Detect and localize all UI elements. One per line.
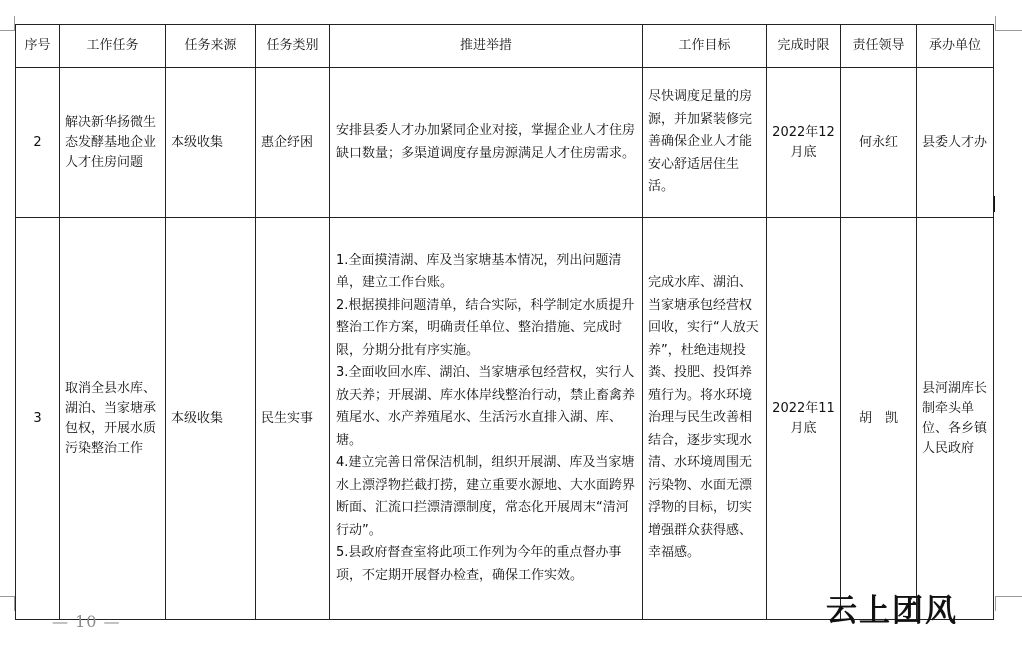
page-corner-mark-top-right (995, 16, 1022, 31)
task-table (15, 24, 994, 620)
cell-no: 3 (16, 218, 60, 620)
page-corner-mark-bottom-right (995, 596, 1022, 611)
cell-goal: 完成水库、湖泊、当家塘承包经营权回收，实行“人放天养”，杜绝违规投粪、投肥、投饵养殖行为。将水环境治理与民生改善相结合，逐步实现水清、水环境周围无污染物、水面无漂浮物的目标，切实增强群众获得感、幸福感。 (643, 218, 767, 620)
cell-measures (330, 218, 643, 620)
cell-deadline: 2022年12月底 (767, 68, 841, 218)
cell-deadline: 2022年11月底 (767, 218, 841, 620)
table-row (16, 218, 994, 620)
header-measures: 推进举措 (330, 25, 643, 68)
cell-leader: 胡 凯 (841, 218, 917, 620)
cell-leader: 何永红 (841, 68, 917, 218)
cell-source: 本级收集 (166, 218, 256, 620)
header-task: 工作任务 (60, 25, 166, 68)
header-source: 任务来源 (166, 25, 256, 68)
cell-goal: 尽快调度足量的房源，并加紧装修完善确保企业人才能安心舒适居住生活。 (643, 68, 767, 218)
measure-item: 5.县政府督查室将此项工作列为今年的重点督办事项，不定期开展督办检查，确保工作实效。 (336, 545, 622, 583)
measure-item: 2.根据摸排问题清单，结合实际，科学制定水质提升整治工作方案，明确责任单位、整治措施、完成时限，分期分批有序实施。 (336, 297, 635, 358)
header-deadline: 完成时限 (767, 25, 841, 68)
header-leader: 责任领导 (841, 25, 917, 68)
table-row (16, 68, 994, 218)
header-goal: 工作目标 (643, 25, 767, 68)
header-no: 序号 (16, 25, 60, 68)
cell-source: 本级收集 (166, 68, 256, 218)
cell-measures (330, 68, 643, 218)
header-category: 任务类别 (256, 25, 330, 68)
cell-category: 惠企纾困 (256, 68, 330, 218)
measure-item: 3.全面收回水库、湖泊、当家塘承包经营权，实行人放天养；开展湖、库水体岸线整治行动，禁止畜禽养殖尾水、水产养殖尾水、生活污水直排入湖、库、塘。 (336, 365, 636, 448)
measure-item: 4.建立完善日常保洁机制，组织开展湖、库及当家塘水上漂浮物拦截打捞，建立重要水源地、大水面跨界断面、汇流口拦漂清漂制度，常态化开展周末“清河行动”。 (336, 455, 636, 538)
cell-unit: 县委人才办 (917, 68, 994, 218)
measure-item: 安排县委人才办加紧同企业对接，掌握企业人才住房缺口数量；多渠道调度存量房源满足人才住房需求。 (336, 123, 636, 161)
cell-unit: 县河湖库长制牵头单位、各乡镇人民政府 (917, 218, 994, 620)
table-header-row (16, 25, 994, 68)
cell-no: 2 (16, 68, 60, 218)
cell-task: 取消全县水库、湖泊、当家塘承包权，开展水质污染整治工作 (60, 218, 166, 620)
cell-task: 解决新华扬微生态发酵基地企业人才住房问题 (60, 68, 166, 218)
measure-item: 1.全面摸清湖、库及当家塘基本情况，列出问题清单，建立工作台账。 (336, 252, 622, 291)
page-corner-mark-bottom-left (0, 596, 15, 611)
watermark-logo-text: 云上团风 (826, 593, 958, 629)
page-corner-mark-top-left (0, 16, 15, 31)
header-unit: 承办单位 (917, 25, 994, 68)
page-number: — 10 — (52, 612, 121, 631)
cell-category: 民生实事 (256, 218, 330, 620)
